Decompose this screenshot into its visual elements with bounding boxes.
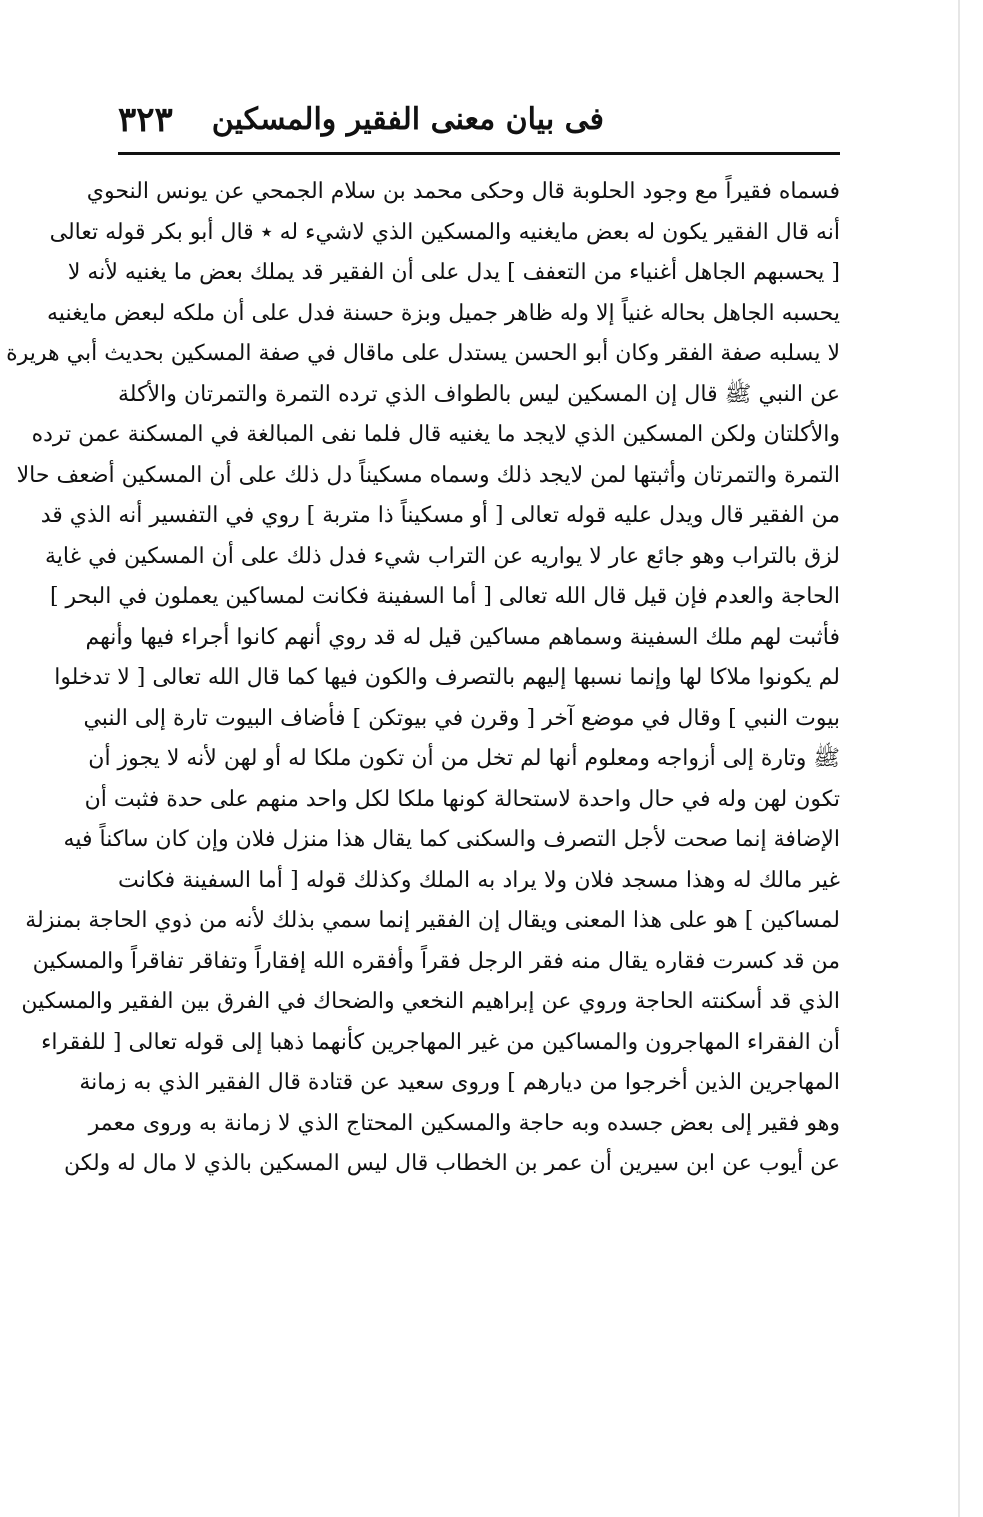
text-line: فأثبت لهم ملك السفينة وسماهم مساكين قيل له قد روي أنهم كانوا أجراء فيها وأنهم [85,624,840,650]
text-line: الحاجة والعدم فإن قيل قال الله تعالى [ أما السفينة فكانت لمساكين يعملون في البحر ] [49,584,840,609]
text-line: أنه قال الفقير يكون له بعض مايغنيه والمسكين الذي لاشيء له ٭ قال أبو بكر قوله تعالى [49,219,840,245]
text-line: عن أيوب عن ابن سيرين أن عمر بن الخطاب قال ليس المسكين بالذي لا مال له ولكن [64,1151,840,1176]
text-line: المهاجرين الذين أخرجوا من ديارهم ] وروى سعيد عن قتادة قال الفقير الذي به زمانة [79,1070,840,1095]
text-line: الذي قد أسكنته الحاجة وروي عن إبراهيم النخعي والضحاك في الفرق بين الفقير والمسكين [21,989,840,1014]
text-line: تكون لهن وله في حال واحدة لاستحالة كونها ملكا لكل واحد منهم على حدة فثبت أن [84,786,840,812]
text-line: لزق بالتراب وهو جائع عار لا يواريه عن التراب شيء فدل ذلك على أن المسكين في غاية [45,543,840,569]
text-line: لم يكونوا ملاكا لها وإنما نسبها إليهم بالتصرف والكون فيها كما قال الله تعالى [ لا تدخلوا [54,665,840,690]
text-line: عن النبي ﷺ قال إن المسكين ليس بالطواف الذي ترده التمرة والتمرتان والأكلة [118,381,840,407]
text-line: أن الفقراء المهاجرون والمساكين من غير المهاجرين كأنهما ذهبا إلى قوله تعالى [ للفقراء [41,1029,840,1055]
text-line: الإضافة إنما صحت لأجل التصرف والسكنى كما يقال هذا منزل فلان وإن كان ساكناً فيه [63,827,840,852]
text-line: ﷺ وتارة إلى أزواجه ومعلوم أنها لم تخل من أن تكون ملكا له أو لهن لأنه لا يجوز أن [88,746,840,771]
text-line: لمساكين ] هو على هذا المعنى ويقال إن الفقير إنما سمي بذلك لأنه من ذوي الحاجة بمنزلة [25,908,840,933]
page-number: ٣٢٣ [118,100,173,140]
text-line: التمرة والتمرتان وأثبتها لمن لايجد ذلك وسماه مسكيناً دل ذلك على أن المسكين أضعف حالا [16,462,840,488]
running-title: فی بیان معنی الفقیر والمسکین [211,102,604,137]
text-line: [ يحسبهم الجاهل أغنياء من التعفف ] يدل على أن الفقير قد يملك بعض ما يغنيه لأنه لا [67,260,840,285]
text-line: من الفقير قال ويدل عليه قوله تعالى [ أو مسكيناً ذا متربة ] روي في التفسير أنه الذي قد [40,503,840,528]
text-line: غير مالك له وهذا مسجد فلان ولا يراد به الملك وكذلك قوله [ أما السفينة فكانت [118,867,840,893]
text-line: بيوت النبي ] وقال في موضع آخر [ وقرن في بيوتكن ] فأضاف البيوت تارة إلى النبي [83,705,840,731]
header-rule [118,152,840,155]
text-line: يحسبه الجاهل بحاله غنياً إلا وله ظاهر جميل وبزة حسنة فدل على أن ملكه لبعض مايغنيه [47,300,840,326]
text-line: من قد كسرت فقاره يقال منه فقر الرجل فقراً وأفقره الله إفقاراً وتفاقر تفاقراً والمسكين [32,948,840,974]
page-header [118,98,840,152]
text-line: فسماه فقيراً مع وجود الحلوبة قال وحكى محمد بن سلام الجمحي عن يونس النحوي [86,179,840,204]
body-text [6,172,840,1185]
text-line: وهو فقير إلى بعض جسده وبه حاجة والمسكين المحتاج الذي لا زمانة به وروى معمر [88,1110,840,1136]
text-line: لا يسلبه صفة الفقر وكان أبو الحسن يستدل على ماقال في صفة المسكين بحديث أبي هريرة [6,341,840,366]
page-edge [958,0,960,1517]
text-line: والأكلتان ولكن المسكين الذي لايجد ما يغنيه قال فلما نفى المبالغة في المسكنة عمن ترده [31,422,840,447]
